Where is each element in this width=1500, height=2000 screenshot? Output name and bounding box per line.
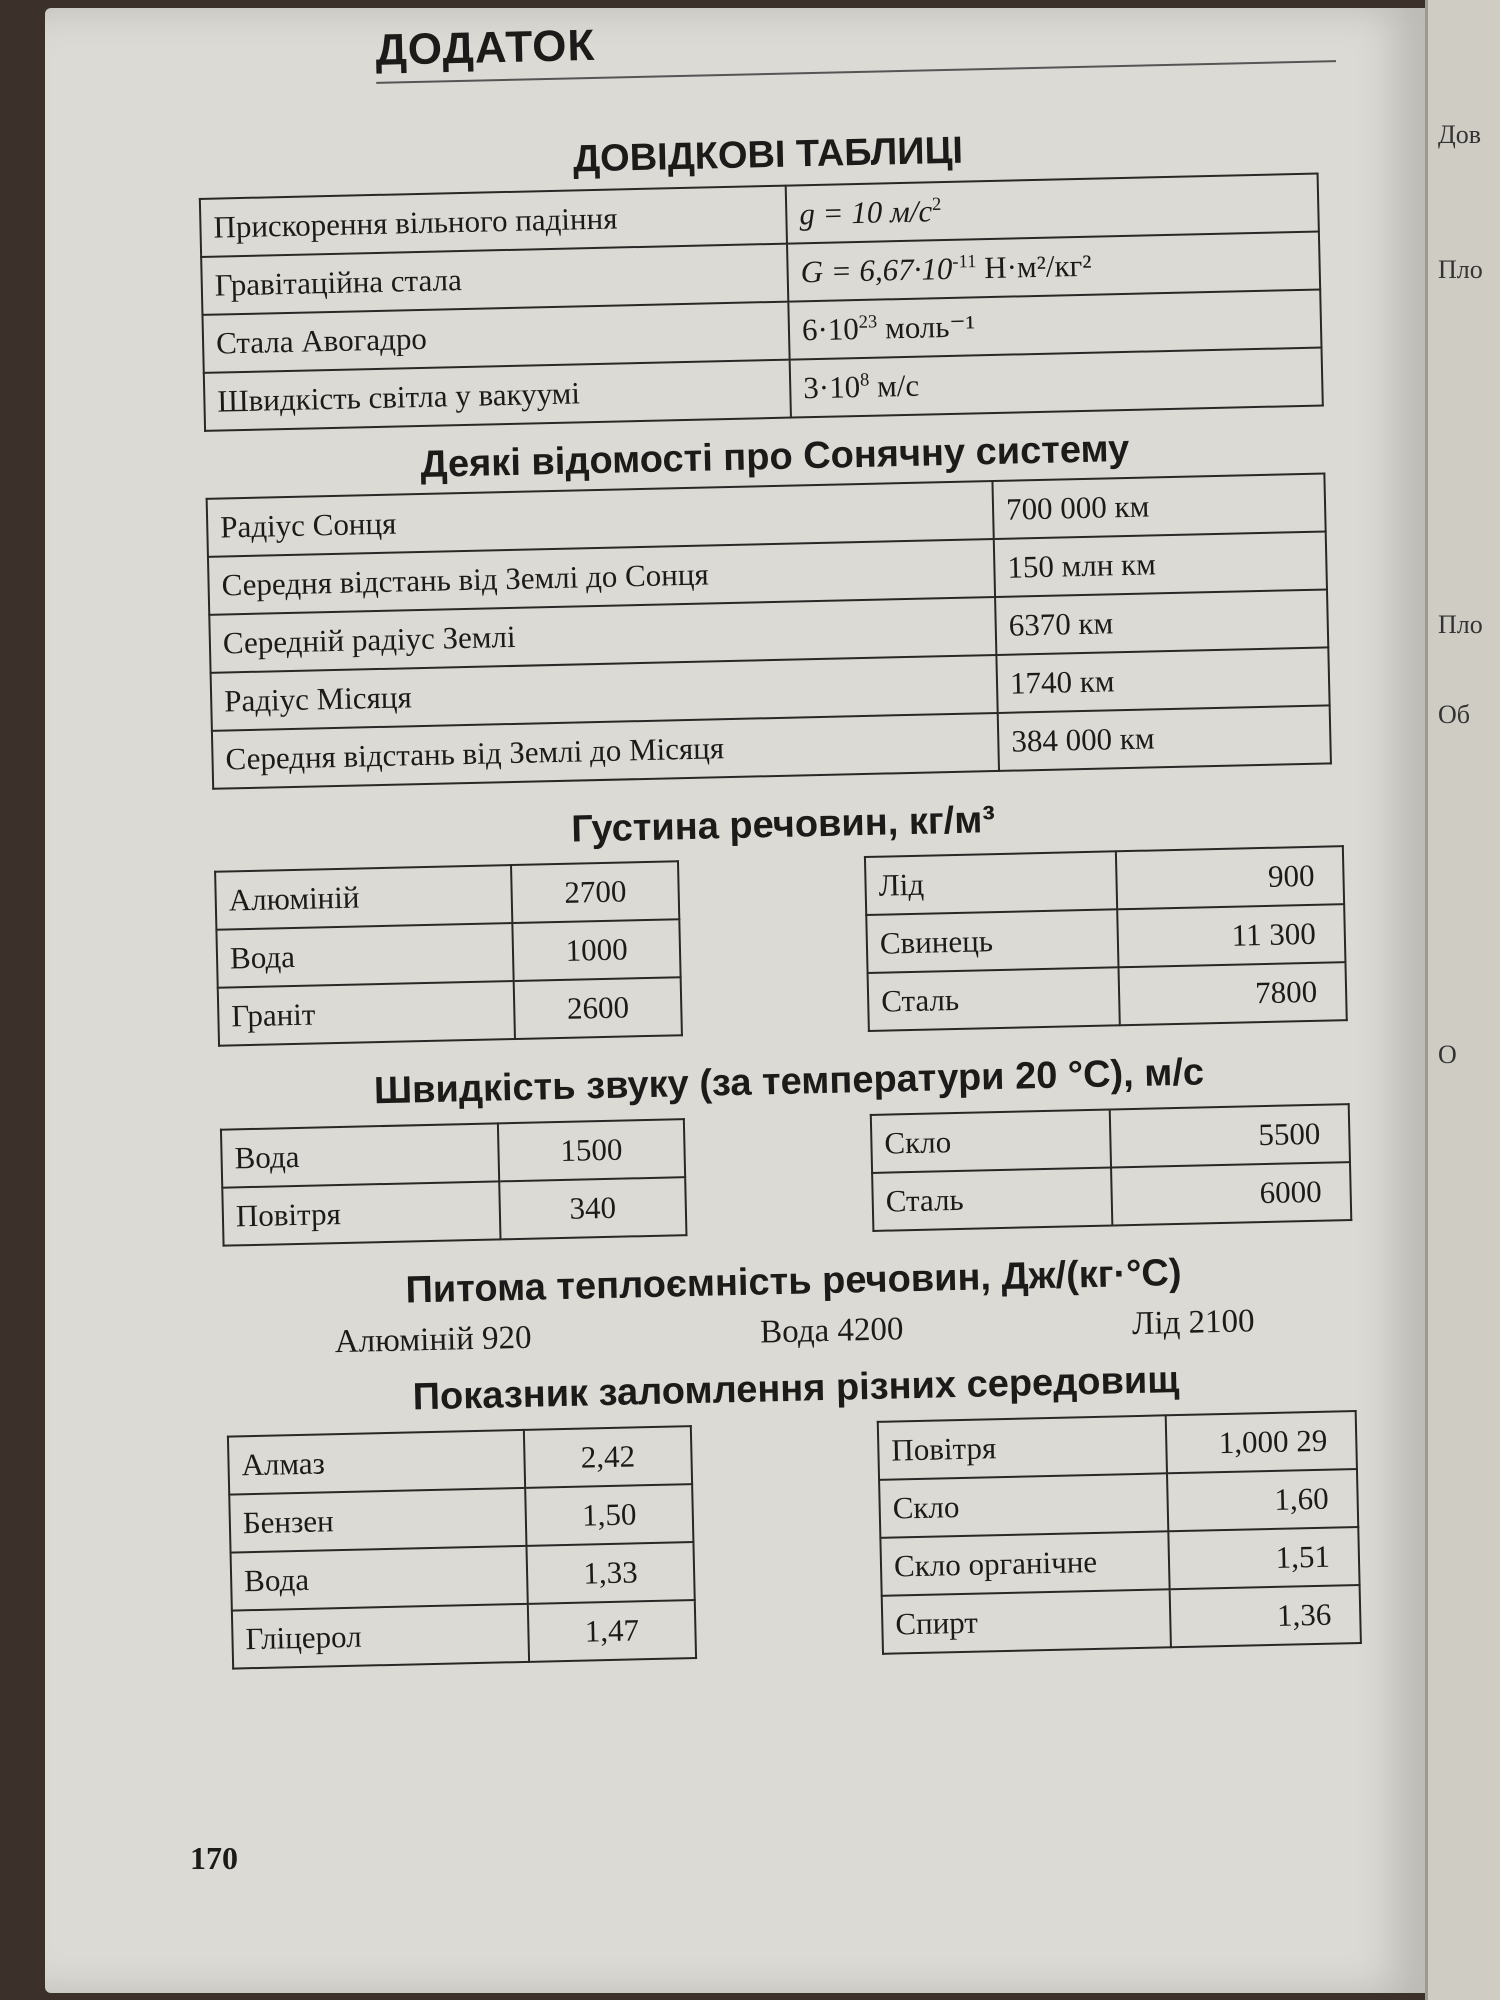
- solar-value: 700 000 км: [992, 473, 1325, 539]
- table-row: [229, 1484, 693, 1552]
- medium-value: 1,33: [526, 1542, 694, 1604]
- substance-name: Вода: [216, 923, 514, 988]
- solar-value: 1740 км: [996, 647, 1329, 713]
- constants-table: [199, 172, 1324, 431]
- medium-value: 1,51: [1169, 1527, 1360, 1589]
- medium-value: 340: [499, 1177, 686, 1239]
- table-row: [866, 905, 1345, 974]
- substance-name: Свинець: [866, 910, 1118, 974]
- medium-value: 2,42: [524, 1426, 692, 1488]
- medium-name: Повітря: [878, 1415, 1168, 1480]
- medium-name: Вода: [221, 1124, 499, 1188]
- next-page-fragment: Пло: [1438, 255, 1483, 284]
- table-row: [879, 1469, 1358, 1538]
- page-number: 170: [190, 1840, 238, 1876]
- constant-value: g = 10 $м/с^2$: [786, 173, 1319, 243]
- substance-value: 2600: [514, 978, 682, 1040]
- table-row: [215, 862, 679, 930]
- medium-value: 1,000 29: [1166, 1411, 1357, 1473]
- table-row: [232, 1600, 696, 1668]
- constant-name: Стала Авогадро: [202, 301, 789, 372]
- solar-name: Середня відстань від Землі до Сонця: [208, 539, 995, 615]
- table-row: [216, 920, 680, 988]
- constant-name: Швидкість світла у вакуумі: [204, 359, 791, 430]
- constant-value: $6\cdot 10^{23}$ моль⁻¹: [788, 289, 1321, 359]
- table-row: [231, 1542, 695, 1610]
- table-row: [865, 847, 1344, 916]
- next-page-fragment: О: [1438, 1040, 1457, 1069]
- medium-value: 1,60: [1167, 1469, 1358, 1531]
- table-row: [882, 1585, 1361, 1654]
- medium-name: Повітря: [222, 1182, 500, 1246]
- heat-item: Вода 4200: [759, 1311, 904, 1351]
- refraction-table-left: [227, 1425, 697, 1669]
- table-row: [221, 1119, 685, 1187]
- medium-name: Скло органічне: [880, 1531, 1170, 1596]
- solar-table: [206, 472, 1332, 789]
- medium-value: 1,36: [1170, 1585, 1361, 1647]
- solar-name: Середній радіус Землі: [209, 597, 996, 673]
- substance-name: Сталь: [868, 968, 1120, 1032]
- medium-name: Скло: [871, 1110, 1111, 1173]
- density-title: Густина речовин, кг/м³: [570, 798, 996, 851]
- solar-value: 150 млн км: [994, 531, 1327, 597]
- density-table-left: [214, 861, 683, 1048]
- medium-name: Гліцерол: [232, 1604, 529, 1669]
- refraction-title: Показник заломлення різних середовищ: [412, 1359, 1180, 1419]
- next-page-fragment: Пло: [1438, 610, 1483, 639]
- substance-value: 7800: [1118, 963, 1347, 1026]
- heat-title: Питома теплоємність речовин, Дж/(кг·°С): [405, 1252, 1182, 1312]
- substance-value: 2700: [511, 862, 679, 924]
- medium-name: Вода: [231, 1546, 528, 1611]
- refraction-table-right: [877, 1410, 1362, 1655]
- medium-value: 1500: [498, 1119, 685, 1181]
- solar-name: Радіус Сонця: [207, 481, 994, 557]
- medium-name: Бензен: [229, 1488, 526, 1553]
- medium-name: Спирт: [882, 1589, 1172, 1654]
- constant-value: $3\cdot 10^8$ м/с: [790, 347, 1323, 417]
- substance-name: Лід: [865, 852, 1117, 916]
- solar-title: Деякі відомості про Сонячну систему: [419, 427, 1130, 486]
- table-row: [868, 963, 1347, 1032]
- solar-value: 6370 км: [995, 589, 1328, 655]
- table-row: [871, 1104, 1350, 1173]
- solar-name: Радіус Місяця: [211, 655, 998, 731]
- next-page-fragment: Дов: [1438, 120, 1482, 149]
- next-page-fragment: Об: [1438, 700, 1471, 729]
- medium-value: 6000: [1111, 1162, 1351, 1225]
- heat-item: Алюміній 920: [334, 1319, 532, 1361]
- next-page-edge: [1425, 0, 1500, 2000]
- medium-value: 5500: [1110, 1104, 1350, 1167]
- sound-table-left: [220, 1118, 688, 1247]
- table-row: [228, 1426, 692, 1494]
- constant-name: Гравітаційна стала: [201, 243, 788, 314]
- substance-name: Алюміній: [215, 865, 513, 930]
- sound-title: Швидкість звуку (за температури 20 °С), м/с: [373, 1051, 1205, 1113]
- density-table-right: [864, 846, 1348, 1033]
- medium-value: 1,50: [525, 1484, 693, 1546]
- table-row: [218, 978, 682, 1046]
- constant-name: Прискорення вільного падіння: [200, 185, 787, 256]
- medium-name: Алмаз: [228, 1430, 525, 1495]
- substance-value: 11 300: [1117, 905, 1346, 968]
- medium-name: Скло: [879, 1473, 1169, 1538]
- table-row: [878, 1411, 1357, 1480]
- solar-name: Середня відстань від Землі до Місяця: [212, 713, 999, 789]
- solar-value: 384 000 км: [998, 705, 1331, 771]
- constant-value: $G = 6,67\cdot 10^{-11}$ Н·м²/кг²: [787, 231, 1320, 301]
- sound-table-right: [870, 1103, 1353, 1232]
- substance-value: 1000: [513, 920, 681, 982]
- medium-name: Сталь: [872, 1168, 1112, 1231]
- table-row: [222, 1177, 686, 1245]
- table-row: [872, 1162, 1351, 1231]
- heat-item: Лід 2100: [1131, 1303, 1255, 1343]
- page-content: [195, 4, 1372, 1669]
- table-row: [880, 1527, 1359, 1596]
- substance-name: Граніт: [218, 981, 516, 1046]
- substance-value: 900: [1115, 847, 1344, 910]
- constants-title: ДОВІДКОВІ ТАБЛИЦІ: [572, 129, 964, 181]
- section-title: ДОДАТОК: [374, 20, 596, 75]
- medium-value: 1,47: [528, 1600, 696, 1662]
